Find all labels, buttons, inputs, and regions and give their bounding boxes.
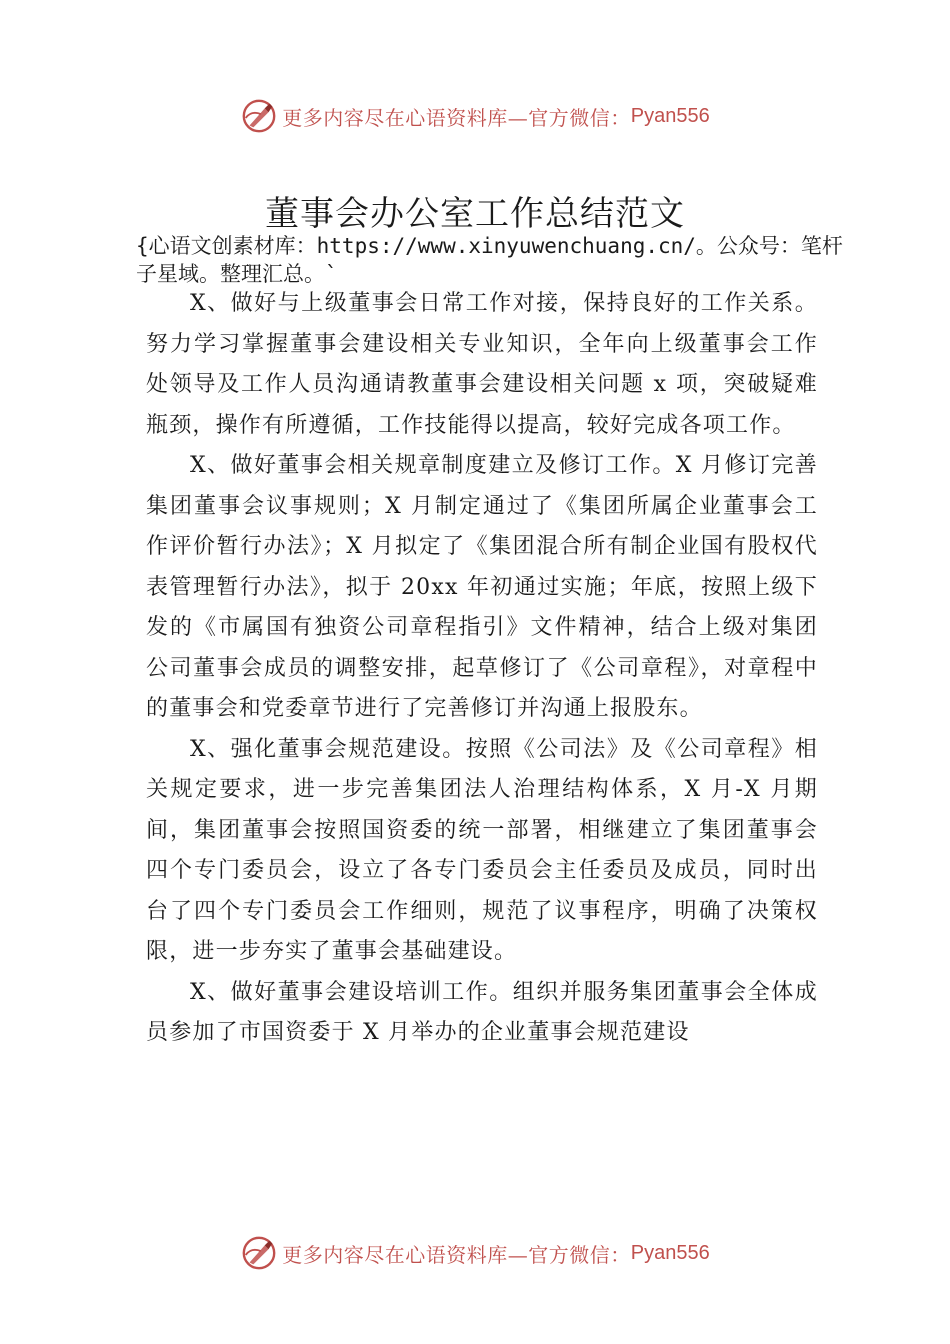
document-body (146, 284, 818, 1054)
paragraph: X、做好董事会建设培训工作。组织并服务集团董事会全体成员参加了市国资委于 X 月举办的企业董事会规范建设 (146, 979, 818, 1045)
pen-nib-logo-icon (240, 97, 278, 135)
footer-banner-text: 更多内容尽在心语资料库—官方微信： (282, 1242, 631, 1267)
paragraph: X、做好董事会相关规章制度建立及修订工作。X 月修订完善集团董事会议事规则；X 月制定通过了《集团所属企业董事会工作评价暂行办法》；X 月拟定了《集团混合所有制企业国有股权代表管理暂行办法》，拟于 20xx 年初通过实施；年底，按照上级下发的《市属国有独资公司章程指引》文件精神，结合上级对集团公司董事会成员的调整安排，起草修订了《公司章程》，对章程中的董事会和党委章节进行了完善修订并沟通上报股东。 (146, 453, 818, 721)
header-banner-account: Pyan556 (630, 104, 710, 127)
pen-nib-logo-icon (240, 1234, 278, 1272)
source-line: {心语文创素材库：https://www.xinyuwenchuang.cn/。公众号：笔杆子星域。整理汇总。` (136, 234, 843, 286)
header-banner-text: 更多内容尽在心语资料库—官方微信： (282, 105, 631, 130)
paragraph: X、做好与上级董事会日常工作对接，保持良好的工作关系。努力学习掌握董事会建设相关专业知识，全年向上级董事会工作处领导及工作人员沟通请教董事会建设相关问题 x 项，突破疑难瓶颈，操作有所遵循，工作技能得以提高，较好完成各项工作。 (146, 291, 818, 438)
header-banner (0, 94, 950, 138)
footer-banner-account: Pyan556 (630, 1241, 710, 1264)
footer-banner (0, 1231, 950, 1275)
paragraph: X、强化董事会规范建设。按照《公司法》及《公司章程》相关规定要求，进一步完善集团法人治理结构体系，X 月-X 月期间，集团董事会按照国资委的统一部署，相继建立了集团董事会四个专门委员会，设立了各专门委员会主任委员及成员，同时出台了四个专门委员会工作细则，规范了议事程序，明确了决策权限，进一步夯实了董事会基础建设。 (146, 736, 818, 964)
document-title: 董事会办公室工作总结范文 (265, 194, 685, 234)
